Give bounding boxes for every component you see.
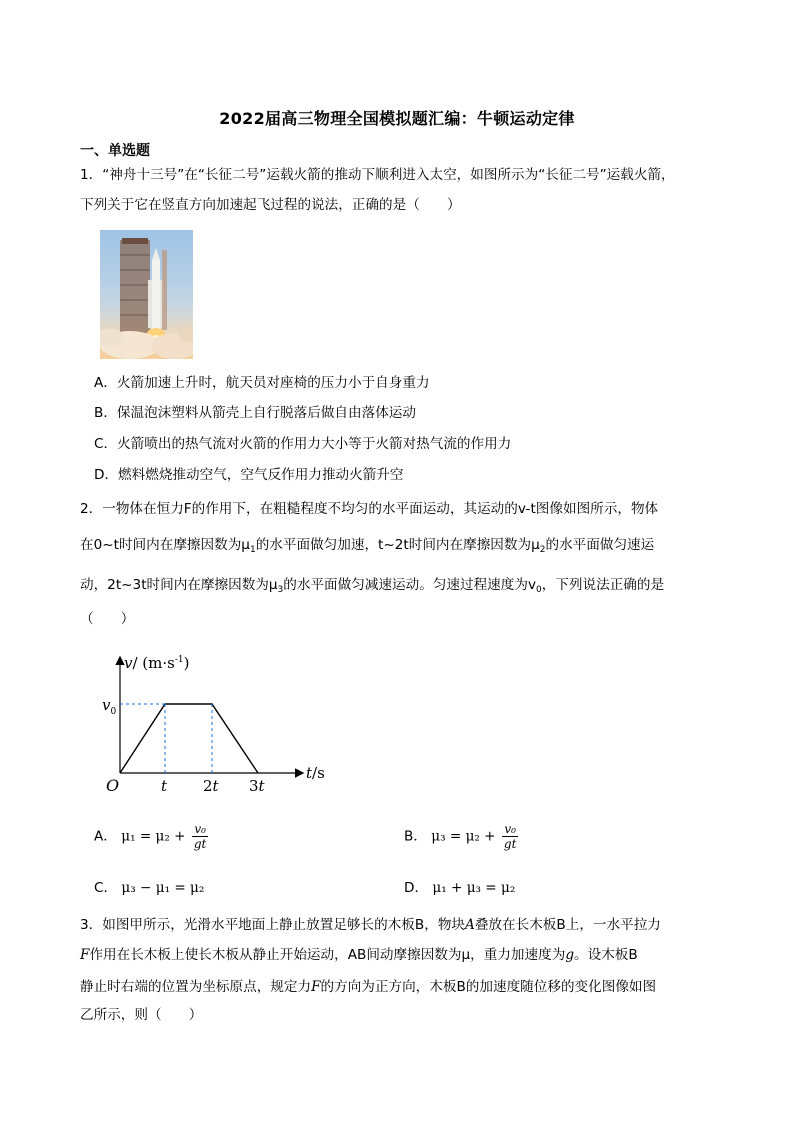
q3-text-line3 [80,977,720,997]
q3-line1-part-a: 3．如图甲所示，光滑水平地面上静止放置足够长的木板B，物块 [80,917,466,933]
q2-line3-part-a: 动，2t~3t时间内在摩擦因数为μ [80,577,278,593]
tick-2t: 2t [203,777,219,795]
q2-option-c [94,878,204,898]
fraction-denominator: gt [193,837,207,851]
velocity-curve [120,704,258,773]
q3-line3-part-a: 静止时右端的位置为坐标原点，规定力 [80,979,312,995]
q2-text-line3 [80,575,720,600]
q3-text-line2 [80,945,720,965]
option-label: B． [404,828,427,845]
option-expression: μ₃ − μ₁ = μ₂ [121,880,205,896]
q2-option-a [94,822,208,851]
var-f: F [311,979,321,995]
option-expression: μ₁ = μ₂ + [121,828,186,845]
fraction-denominator: gt [503,837,517,851]
q2-line3-part-b: 的水平面做匀减速运动。匀速过程速度为v [283,577,536,593]
tick-3t: 3t [249,777,265,795]
q3-text-line4: 乙所示，则（ ） [80,1007,203,1023]
q2-text-line2 [80,535,720,560]
mu-subscript: 2 [539,545,546,555]
section-heading: 一、单选题 [80,143,150,159]
tick-t: t [161,777,168,795]
q2-text-line1: 2．一物体在恒力F的作用下，在粗糙程度不均匀的水平面运动，其运动的v-t图像如图所示，物体 [80,501,659,517]
option-expression: μ₁ + μ₃ = μ₂ [432,880,516,896]
q2-text-line4: （ ） [80,611,135,627]
q3-line2-part-a: 作用在长木板上使长木板从静止开始运动，AB间动摩擦因数为μ，重力加速度为 [89,947,566,963]
x-axis-label: t/s [306,764,325,782]
option-label: C． [94,880,118,896]
q3-text-line1 [80,915,720,935]
q1-option-b: B．保温泡沫塑料从箭壳上自行脱落后做自由落体运动 [94,405,416,421]
fraction [192,822,209,851]
q3-line1-part-b: 叠放在长木板B上，一水平拉力 [474,917,661,933]
q3-line3-part-b: 的方向为正方向，木板B的加速度随位移的变化图像如图 [320,979,657,995]
vt-graph [96,646,326,796]
option-label: D． [404,880,429,896]
q1-text-line2: 下列关于它在竖直方向加速起飞过程的说法，正确的是（ ） [80,197,461,213]
q1-option-c: C．火箭喷出的热气流对火箭的作用力大小等于火箭对热气流的作用力 [94,436,512,452]
fraction-numerator: v₀ [192,822,209,837]
var-g: g [565,947,575,963]
q1-text-line1: 1．“神舟十三号”在“长征二号”运载火箭的推动下顺利进入太空，如图所示为“长征二号”运载火箭， [80,167,675,183]
v0-label: $v_0$ [102,696,117,717]
q2-option-d [404,878,515,898]
q1-option-d: D．燃料燃烧推动空气，空气反作用力推动火箭升空 [94,467,404,483]
var-f: F [80,947,90,963]
fraction [502,822,519,851]
v-subscript: 0 [536,585,542,595]
mu-subscript: 1 [249,545,256,555]
q2-option-b [404,822,518,851]
page-title: 2022届高三物理全国模拟题汇编：牛顿运动定律 [219,109,575,128]
q3-line2-part-b: 。设木板B [574,947,638,963]
q2-line2-part-b: 的水平面做匀加速，t~2t时间内在摩擦因数为μ [255,537,540,553]
option-label: A． [94,828,117,845]
q2-line2-part-c: 的水平面做匀速运 [545,537,655,553]
q2-line2-part-a: 在0~t时间内在摩擦因数为μ [80,537,250,553]
fraction-numerator: v₀ [502,822,519,837]
var-a: A [465,917,475,933]
origin-label: O [106,776,120,795]
option-expression: μ₃ = μ₂ + [431,828,496,845]
mu-subscript: 3 [277,585,284,595]
q1-option-a: A．火箭加速上升时，航天员对座椅的压力小于自身重力 [94,375,430,391]
rocket-launch-photo [100,230,193,359]
y-axis-label: v/ $(m\cdot s^{-1})$ [124,654,190,672]
q2-line3-part-c: ，下列说法正确的是 [541,577,665,593]
